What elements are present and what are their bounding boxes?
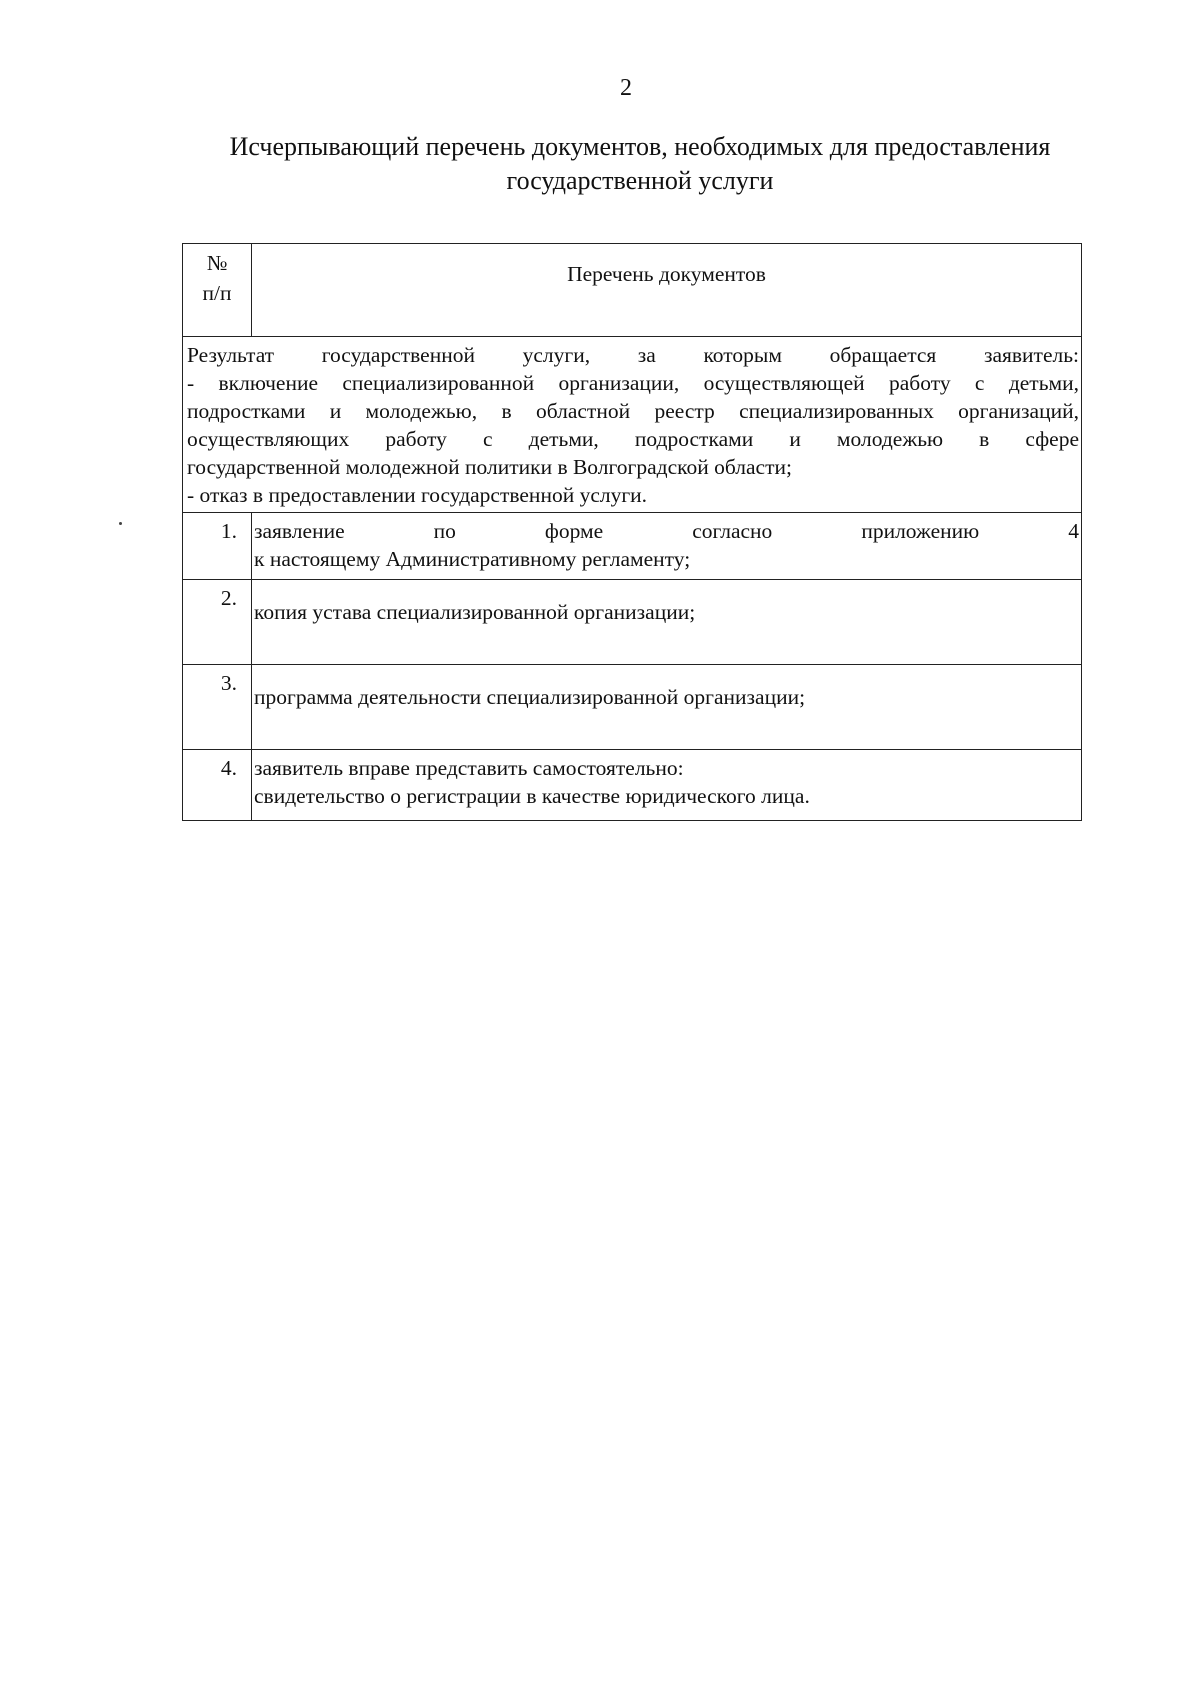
- result-row: [183, 337, 1082, 513]
- document-title: [160, 130, 1120, 198]
- page-number: 2: [620, 75, 632, 101]
- title-line-2: государственной услуги: [506, 166, 774, 195]
- row-text: программа деятельности специализированной организации;: [252, 665, 1082, 750]
- row-text: [252, 750, 1082, 821]
- header-number-cell: [183, 244, 252, 337]
- row-number: 1.: [183, 513, 252, 580]
- result-line: подростками и молодежью, в областной реестр специализированных организаций,: [187, 399, 1079, 423]
- row-text-line: свидетельство о регистрации в качестве юридического лица.: [254, 784, 810, 808]
- table-row: [183, 513, 1082, 580]
- result-line: - отказ в предоставлении государственной услуги.: [187, 483, 648, 507]
- table-header-row: [183, 244, 1082, 337]
- row-number: 2.: [183, 580, 252, 665]
- result-cell: [183, 337, 1082, 513]
- table-row: [183, 750, 1082, 821]
- row-text-line: к настоящему Административному регламенту;: [254, 547, 691, 571]
- row-number: 3.: [183, 665, 252, 750]
- table-row: [183, 580, 1082, 665]
- header-number-label: п/п: [202, 281, 232, 305]
- result-line: Результат государственной услуги, за которым обращается заявитель:: [187, 343, 1079, 367]
- result-line: - включение специализированной организации, осуществляющей работу с детьми,: [187, 371, 1079, 395]
- row-number: 4.: [183, 750, 252, 821]
- header-number-symbol: №: [206, 251, 228, 275]
- row-text-line: заявление по форме согласно приложению 4: [254, 519, 1079, 543]
- row-text: [252, 513, 1082, 580]
- row-text: копия устава специализированной организации;: [252, 580, 1082, 665]
- scan-speck: [119, 522, 122, 525]
- result-line: государственной молодежной политики в Волгоградской области;: [187, 455, 792, 479]
- title-line-1: Исчерпывающий перечень документов, необходимых для предоставления: [229, 132, 1051, 161]
- documents-table: [182, 243, 1082, 821]
- row-text-line: заявитель вправе представить самостоятельно:: [254, 756, 684, 780]
- table-row: [183, 665, 1082, 750]
- result-line: осуществляющих работу с детьми, подростками и молодежью в сфере: [187, 427, 1079, 451]
- header-title-cell: Перечень документов: [252, 244, 1082, 337]
